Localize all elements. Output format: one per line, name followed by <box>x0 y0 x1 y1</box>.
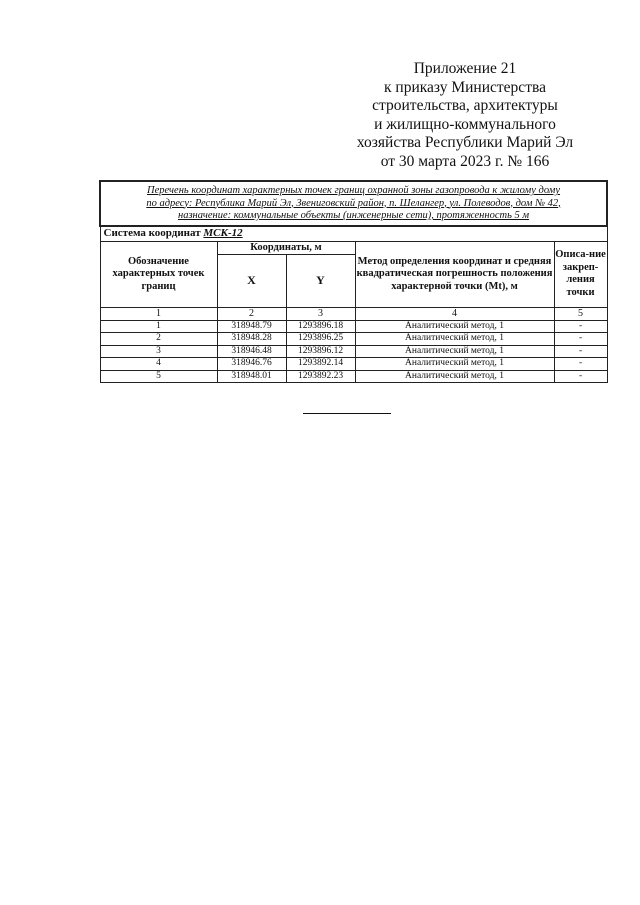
appendix-header <box>330 60 600 171</box>
cell-method: Аналитический метод, 1 <box>355 345 554 358</box>
column-number: 2 <box>217 308 286 321</box>
end-divider <box>303 413 391 414</box>
header-method: Метод определения координат и средняя квадратическая погрешность положения характерной точки (Mt), м <box>355 241 554 308</box>
table-title-line: Перечень координат характерных точек границ охранной зоны газопровода к жилому дому <box>147 185 561 196</box>
cell-point: 2 <box>100 333 217 346</box>
table-row <box>100 370 607 383</box>
column-number: 5 <box>554 308 607 321</box>
cell-description: - <box>554 370 607 383</box>
column-numbers-row <box>100 308 607 321</box>
column-number: 4 <box>355 308 554 321</box>
appendix-line: от 30 марта 2023 г. № 166 <box>380 152 550 170</box>
cell-description: - <box>554 333 607 346</box>
column-number: 1 <box>100 308 217 321</box>
cell-y: 1293896.18 <box>286 320 355 333</box>
cell-method: Аналитический метод, 1 <box>355 370 554 383</box>
cell-point: 3 <box>100 345 217 358</box>
cell-x: 318948.28 <box>217 333 286 346</box>
appendix-line: и жилищно-коммунального <box>374 115 556 133</box>
header-y: Y <box>286 255 355 308</box>
cell-description: - <box>554 320 607 333</box>
cell-x: 318948.01 <box>217 370 286 383</box>
table-title-line: назначение: коммунальные объекты (инженерные сети), протяженность 5 м <box>177 210 530 221</box>
table-row <box>100 333 607 346</box>
cell-point: 1 <box>100 320 217 333</box>
coordinate-system <box>100 226 607 242</box>
coordinate-system-label: Система координат <box>103 226 204 239</box>
table-title <box>100 181 607 226</box>
table-row <box>100 358 607 371</box>
column-number: 3 <box>286 308 355 321</box>
appendix-line: хозяйства Республики Марий Эл <box>356 134 574 151</box>
header-point: Обозначение характерных точек границ <box>100 241 217 308</box>
cell-method: Аналитический метод, 1 <box>355 358 554 371</box>
appendix-line: строительства, архитектуры <box>372 97 558 114</box>
cell-y: 1293892.23 <box>286 370 355 383</box>
cell-x: 318946.48 <box>217 345 286 358</box>
cell-method: Аналитический метод, 1 <box>355 333 554 346</box>
cell-description: - <box>554 358 607 371</box>
cell-y: 1293892.14 <box>286 358 355 371</box>
header-coords: Координаты, м <box>217 241 355 255</box>
coordinates-table <box>99 180 608 383</box>
table-row <box>100 320 607 333</box>
cell-y: 1293896.25 <box>286 333 355 346</box>
cell-method: Аналитический метод, 1 <box>355 320 554 333</box>
header-description: Описа-ние закреп-ления точки <box>554 241 607 308</box>
cell-point: 4 <box>100 358 217 371</box>
cell-x: 318948.79 <box>217 320 286 333</box>
appendix-line: к приказу Министерства <box>384 78 546 96</box>
table-row <box>100 345 607 358</box>
header-x: X <box>217 255 286 308</box>
cell-description: - <box>554 345 607 358</box>
cell-x: 318946.76 <box>217 358 286 371</box>
appendix-line: Приложение 21 <box>413 60 517 77</box>
coordinate-system-value: МСК-12 <box>203 226 243 239</box>
cell-y: 1293896.12 <box>286 345 355 358</box>
table-title-line: по адресу: Республика Марий Эл, Звениговский район, п. Шелангер, ул. Полеводов, дом № 42, <box>146 197 561 209</box>
cell-point: 5 <box>100 370 217 383</box>
